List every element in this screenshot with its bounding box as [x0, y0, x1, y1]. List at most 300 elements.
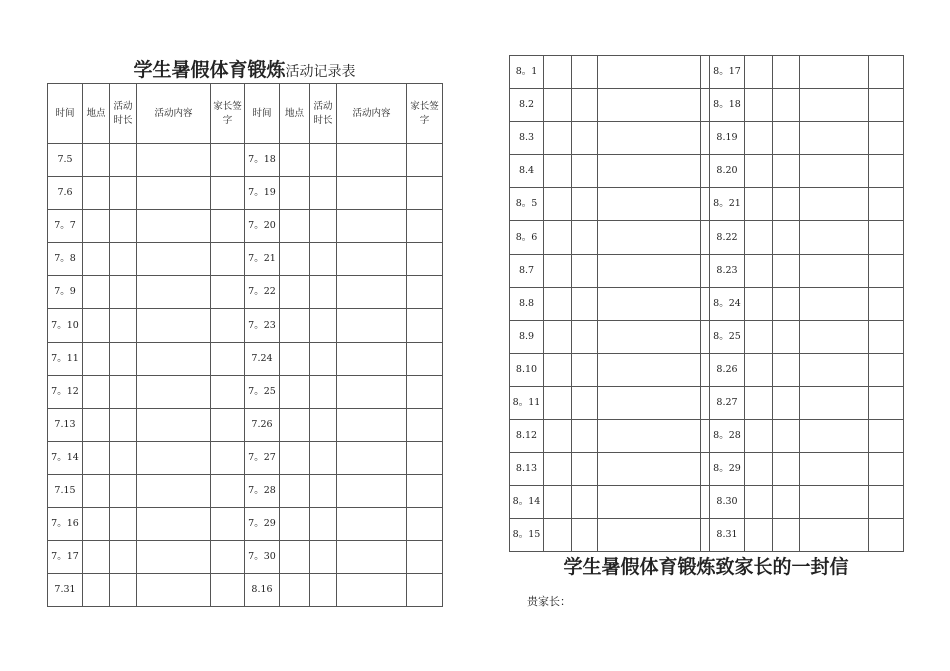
entry-cell[interactable]	[544, 320, 572, 353]
entry-cell[interactable]	[745, 188, 773, 221]
entry-cell[interactable]	[337, 541, 407, 574]
header-cell: 活动时长	[310, 84, 337, 144]
entry-cell[interactable]	[800, 420, 869, 453]
entry-cell[interactable]	[800, 519, 869, 552]
entry-cell[interactable]	[745, 56, 773, 89]
date-cell: 8.16	[245, 574, 280, 607]
entry-cell[interactable]	[572, 453, 598, 486]
table-row	[48, 474, 443, 507]
entry-cell[interactable]	[773, 221, 800, 254]
entry-cell[interactable]	[211, 474, 245, 507]
entry-cell[interactable]	[572, 155, 598, 188]
entry-cell[interactable]	[701, 89, 710, 122]
entry-cell[interactable]	[310, 342, 337, 375]
entry-cell[interactable]	[83, 441, 110, 474]
entry-cell[interactable]	[572, 353, 598, 386]
header-cell: 时间	[48, 84, 83, 144]
entry-cell[interactable]	[137, 243, 211, 276]
entry-cell[interactable]	[211, 408, 245, 441]
entry-cell[interactable]	[280, 541, 310, 574]
entry-cell[interactable]	[110, 574, 137, 607]
entry-cell[interactable]	[701, 453, 710, 486]
entry-cell[interactable]	[407, 375, 443, 408]
entry-cell[interactable]	[701, 221, 710, 254]
entry-cell[interactable]	[773, 453, 800, 486]
entry-cell[interactable]	[110, 508, 137, 541]
entry-cell[interactable]	[544, 155, 572, 188]
entry-cell[interactable]	[544, 188, 572, 221]
table-row	[48, 508, 443, 541]
date-cell: 7。16	[48, 508, 83, 541]
entry-cell[interactable]	[745, 122, 773, 155]
entry-cell[interactable]	[701, 122, 710, 155]
entry-cell[interactable]	[745, 155, 773, 188]
entry-cell[interactable]	[83, 243, 110, 276]
entry-cell[interactable]	[773, 254, 800, 287]
entry-cell[interactable]	[280, 243, 310, 276]
header-cell: 家长签字	[211, 84, 245, 144]
entry-cell[interactable]	[598, 519, 701, 552]
entry-cell[interactable]	[83, 508, 110, 541]
table-row	[510, 56, 904, 89]
date-cell: 7。10	[48, 309, 83, 342]
table-row	[48, 144, 443, 177]
date-cell: 8.10	[510, 353, 544, 386]
entry-cell[interactable]	[869, 420, 904, 453]
entry-cell[interactable]	[598, 353, 701, 386]
entry-cell[interactable]	[598, 320, 701, 353]
entry-cell[interactable]	[211, 342, 245, 375]
date-cell: 7。17	[48, 541, 83, 574]
entry-cell[interactable]	[337, 408, 407, 441]
entry-cell[interactable]	[800, 486, 869, 519]
date-cell: 8。18	[710, 89, 745, 122]
entry-cell[interactable]	[137, 541, 211, 574]
entry-cell[interactable]	[598, 453, 701, 486]
entry-cell[interactable]	[337, 574, 407, 607]
entry-cell[interactable]	[337, 144, 407, 177]
entry-cell[interactable]	[280, 309, 310, 342]
entry-cell[interactable]	[544, 519, 572, 552]
date-cell: 8。21	[710, 188, 745, 221]
entry-cell[interactable]	[869, 453, 904, 486]
entry-cell[interactable]	[137, 441, 211, 474]
date-cell: 7。19	[245, 177, 280, 210]
entry-cell[interactable]	[83, 342, 110, 375]
entry-cell[interactable]	[701, 519, 710, 552]
left-record-table	[47, 83, 443, 607]
entry-cell[interactable]	[745, 287, 773, 320]
entry-cell[interactable]	[337, 342, 407, 375]
entry-cell[interactable]	[280, 342, 310, 375]
entry-cell[interactable]	[310, 276, 337, 309]
date-cell: 8。5	[510, 188, 544, 221]
date-cell: 7。18	[245, 144, 280, 177]
entry-cell[interactable]	[800, 56, 869, 89]
date-cell: 8。25	[710, 320, 745, 353]
date-cell: 7.24	[245, 342, 280, 375]
entry-cell[interactable]	[800, 453, 869, 486]
entry-cell[interactable]	[745, 353, 773, 386]
entry-cell[interactable]	[598, 420, 701, 453]
entry-cell[interactable]	[110, 441, 137, 474]
entry-cell[interactable]	[337, 243, 407, 276]
entry-cell[interactable]	[110, 210, 137, 243]
entry-cell[interactable]	[544, 221, 572, 254]
entry-cell[interactable]	[572, 89, 598, 122]
date-cell: 7.15	[48, 474, 83, 507]
entry-cell[interactable]	[407, 441, 443, 474]
entry-cell[interactable]	[701, 188, 710, 221]
entry-cell[interactable]	[773, 122, 800, 155]
entry-cell[interactable]	[598, 155, 701, 188]
date-cell: 8.9	[510, 320, 544, 353]
entry-cell[interactable]	[701, 386, 710, 419]
table-row	[48, 541, 443, 574]
entry-cell[interactable]	[110, 474, 137, 507]
right-record-table	[509, 55, 904, 552]
date-cell: 8.7	[510, 254, 544, 287]
entry-cell[interactable]	[598, 188, 701, 221]
entry-cell[interactable]	[211, 574, 245, 607]
entry-cell[interactable]	[337, 276, 407, 309]
entry-cell[interactable]	[598, 486, 701, 519]
entry-cell[interactable]	[800, 188, 869, 221]
entry-cell[interactable]	[572, 56, 598, 89]
entry-cell[interactable]	[869, 56, 904, 89]
entry-cell[interactable]	[407, 541, 443, 574]
entry-cell[interactable]	[407, 342, 443, 375]
title-light-part: 活动记录表	[285, 64, 356, 80]
entry-cell[interactable]	[701, 486, 710, 519]
entry-cell[interactable]	[701, 353, 710, 386]
entry-cell[interactable]	[83, 408, 110, 441]
entry-cell[interactable]	[83, 375, 110, 408]
entry-cell[interactable]	[407, 508, 443, 541]
entry-cell[interactable]	[598, 122, 701, 155]
entry-cell[interactable]	[773, 188, 800, 221]
entry-cell[interactable]	[773, 386, 800, 419]
entry-cell[interactable]	[407, 309, 443, 342]
table-row	[510, 353, 904, 386]
entry-cell[interactable]	[800, 155, 869, 188]
date-cell: 8。29	[710, 453, 745, 486]
entry-cell[interactable]	[310, 309, 337, 342]
entry-cell[interactable]	[280, 441, 310, 474]
table-row	[510, 420, 904, 453]
entry-cell[interactable]	[337, 441, 407, 474]
entry-cell[interactable]	[211, 375, 245, 408]
entry-cell[interactable]	[310, 408, 337, 441]
date-cell: 7。29	[245, 508, 280, 541]
entry-cell[interactable]	[745, 486, 773, 519]
entry-cell[interactable]	[598, 56, 701, 89]
entry-cell[interactable]	[310, 210, 337, 243]
entry-cell[interactable]	[280, 474, 310, 507]
date-cell: 8.27	[710, 386, 745, 419]
entry-cell[interactable]	[83, 309, 110, 342]
entry-cell[interactable]	[110, 177, 137, 210]
entry-cell[interactable]	[110, 276, 137, 309]
entry-cell[interactable]	[598, 89, 701, 122]
header-cell: 活动时长	[110, 84, 137, 144]
entry-cell[interactable]	[407, 210, 443, 243]
entry-cell[interactable]	[745, 221, 773, 254]
entry-cell[interactable]	[407, 276, 443, 309]
entry-cell[interactable]	[773, 89, 800, 122]
date-cell: 8。1	[510, 56, 544, 89]
entry-cell[interactable]	[773, 155, 800, 188]
entry-cell[interactable]	[280, 408, 310, 441]
date-cell: 8.2	[510, 89, 544, 122]
entry-cell[interactable]	[773, 519, 800, 552]
entry-cell[interactable]	[869, 254, 904, 287]
entry-cell[interactable]	[310, 508, 337, 541]
entry-cell[interactable]	[544, 420, 572, 453]
date-cell: 7。14	[48, 441, 83, 474]
entry-cell[interactable]	[211, 243, 245, 276]
entry-cell[interactable]	[310, 144, 337, 177]
entry-cell[interactable]	[869, 89, 904, 122]
date-cell: 8。6	[510, 221, 544, 254]
date-cell: 7。8	[48, 243, 83, 276]
entry-cell[interactable]	[407, 474, 443, 507]
entry-cell[interactable]	[701, 320, 710, 353]
entry-cell[interactable]	[280, 508, 310, 541]
entry-cell[interactable]	[137, 309, 211, 342]
date-cell: 8.4	[510, 155, 544, 188]
date-cell: 7.26	[245, 408, 280, 441]
entry-cell[interactable]	[83, 210, 110, 243]
entry-cell[interactable]	[310, 177, 337, 210]
date-cell: 8.20	[710, 155, 745, 188]
entry-cell[interactable]	[572, 188, 598, 221]
date-cell: 8。24	[710, 287, 745, 320]
entry-cell[interactable]	[310, 574, 337, 607]
entry-cell[interactable]	[280, 574, 310, 607]
entry-cell[interactable]	[110, 144, 137, 177]
entry-cell[interactable]	[137, 408, 211, 441]
entry-cell[interactable]	[211, 276, 245, 309]
entry-cell[interactable]	[310, 375, 337, 408]
entry-cell[interactable]	[773, 56, 800, 89]
table-row	[48, 342, 443, 375]
entry-cell[interactable]	[701, 56, 710, 89]
entry-cell[interactable]	[773, 320, 800, 353]
entry-cell[interactable]	[137, 276, 211, 309]
entry-cell[interactable]	[869, 486, 904, 519]
entry-cell[interactable]	[407, 177, 443, 210]
letter-title: 学生暑假体育锻炼致家长的一封信	[563, 556, 849, 578]
entry-cell[interactable]	[745, 519, 773, 552]
entry-cell[interactable]	[110, 342, 137, 375]
entry-cell[interactable]	[800, 353, 869, 386]
table-row	[510, 221, 904, 254]
entry-cell[interactable]	[407, 574, 443, 607]
entry-cell[interactable]	[544, 122, 572, 155]
entry-cell[interactable]	[544, 386, 572, 419]
table-row	[510, 453, 904, 486]
table-row	[48, 441, 443, 474]
entry-cell[interactable]	[110, 243, 137, 276]
entry-cell[interactable]	[773, 486, 800, 519]
date-cell: 7.6	[48, 177, 83, 210]
entry-cell[interactable]	[869, 221, 904, 254]
entry-cell[interactable]	[137, 342, 211, 375]
entry-cell[interactable]	[407, 408, 443, 441]
entry-cell[interactable]	[572, 486, 598, 519]
entry-cell[interactable]	[745, 420, 773, 453]
entry-cell[interactable]	[598, 254, 701, 287]
date-cell: 7。21	[245, 243, 280, 276]
entry-cell[interactable]	[745, 453, 773, 486]
entry-cell[interactable]	[800, 254, 869, 287]
entry-cell[interactable]	[337, 508, 407, 541]
entry-cell[interactable]	[83, 541, 110, 574]
date-cell: 8.31	[710, 519, 745, 552]
entry-cell[interactable]	[572, 287, 598, 320]
date-cell: 8.30	[710, 486, 745, 519]
entry-cell[interactable]	[800, 122, 869, 155]
entry-cell[interactable]	[337, 474, 407, 507]
entry-cell[interactable]	[745, 89, 773, 122]
entry-cell[interactable]	[137, 508, 211, 541]
entry-cell[interactable]	[544, 486, 572, 519]
entry-cell[interactable]	[869, 122, 904, 155]
entry-cell[interactable]	[701, 287, 710, 320]
entry-cell[interactable]	[869, 188, 904, 221]
entry-cell[interactable]	[337, 309, 407, 342]
table-row	[510, 254, 904, 287]
entry-cell[interactable]	[83, 177, 110, 210]
entry-cell[interactable]	[701, 155, 710, 188]
date-cell: 7.5	[48, 144, 83, 177]
entry-cell[interactable]	[544, 89, 572, 122]
entry-cell[interactable]	[745, 386, 773, 419]
record-table-title	[47, 55, 442, 82]
entry-cell[interactable]	[137, 177, 211, 210]
date-cell: 7。25	[245, 375, 280, 408]
entry-cell[interactable]	[211, 508, 245, 541]
entry-cell[interactable]	[869, 155, 904, 188]
entry-cell[interactable]	[544, 353, 572, 386]
date-cell: 8。11	[510, 386, 544, 419]
entry-cell[interactable]	[280, 375, 310, 408]
entry-cell[interactable]	[310, 474, 337, 507]
entry-cell[interactable]	[280, 210, 310, 243]
entry-cell[interactable]	[598, 386, 701, 419]
entry-cell[interactable]	[572, 386, 598, 419]
table-row	[510, 486, 904, 519]
entry-cell[interactable]	[83, 574, 110, 607]
table-row	[510, 386, 904, 419]
table-row	[48, 276, 443, 309]
entry-cell[interactable]	[310, 441, 337, 474]
entry-cell[interactable]	[280, 177, 310, 210]
table-row	[510, 122, 904, 155]
entry-cell[interactable]	[337, 177, 407, 210]
entry-cell[interactable]	[544, 56, 572, 89]
entry-cell[interactable]	[337, 210, 407, 243]
entry-cell[interactable]	[137, 144, 211, 177]
entry-cell[interactable]	[280, 144, 310, 177]
entry-cell[interactable]	[310, 541, 337, 574]
entry-cell[interactable]	[572, 221, 598, 254]
entry-cell[interactable]	[110, 408, 137, 441]
entry-cell[interactable]	[869, 320, 904, 353]
entry-cell[interactable]	[869, 386, 904, 419]
entry-cell[interactable]	[110, 309, 137, 342]
entry-cell[interactable]	[407, 243, 443, 276]
entry-cell[interactable]	[211, 309, 245, 342]
entry-cell[interactable]	[110, 541, 137, 574]
entry-cell[interactable]	[800, 89, 869, 122]
entry-cell[interactable]	[800, 386, 869, 419]
entry-cell[interactable]	[701, 254, 710, 287]
entry-cell[interactable]	[745, 320, 773, 353]
entry-cell[interactable]	[701, 420, 710, 453]
entry-cell[interactable]	[110, 375, 137, 408]
table-row	[48, 210, 443, 243]
entry-cell[interactable]	[773, 353, 800, 386]
entry-cell[interactable]	[544, 287, 572, 320]
date-cell: 7。27	[245, 441, 280, 474]
date-cell: 7.13	[48, 408, 83, 441]
entry-cell[interactable]	[800, 221, 869, 254]
entry-cell[interactable]	[211, 441, 245, 474]
entry-cell[interactable]	[773, 420, 800, 453]
entry-cell[interactable]	[572, 122, 598, 155]
entry-cell[interactable]	[544, 453, 572, 486]
entry-cell[interactable]	[544, 254, 572, 287]
entry-cell[interactable]	[800, 287, 869, 320]
entry-cell[interactable]	[869, 287, 904, 320]
entry-cell[interactable]	[83, 474, 110, 507]
entry-cell[interactable]	[211, 177, 245, 210]
entry-cell[interactable]	[745, 254, 773, 287]
entry-cell[interactable]	[211, 210, 245, 243]
date-cell: 7。28	[245, 474, 280, 507]
entry-cell[interactable]	[137, 474, 211, 507]
entry-cell[interactable]	[407, 144, 443, 177]
date-cell: 8。17	[710, 56, 745, 89]
entry-cell[interactable]	[773, 287, 800, 320]
entry-cell[interactable]	[83, 276, 110, 309]
entry-cell[interactable]	[137, 210, 211, 243]
header-row	[48, 84, 443, 144]
entry-cell[interactable]	[598, 287, 701, 320]
date-cell: 8.8	[510, 287, 544, 320]
header-cell: 家长签字	[407, 84, 443, 144]
entry-cell[interactable]	[572, 519, 598, 552]
entry-cell[interactable]	[598, 221, 701, 254]
entry-cell[interactable]	[800, 320, 869, 353]
date-cell: 8.23	[710, 254, 745, 287]
entry-cell[interactable]	[211, 541, 245, 574]
entry-cell[interactable]	[310, 243, 337, 276]
entry-cell[interactable]	[280, 276, 310, 309]
entry-cell[interactable]	[337, 375, 407, 408]
entry-cell[interactable]	[137, 574, 211, 607]
entry-cell[interactable]	[83, 144, 110, 177]
entry-cell[interactable]	[869, 353, 904, 386]
entry-cell[interactable]	[869, 519, 904, 552]
entry-cell[interactable]	[572, 420, 598, 453]
entry-cell[interactable]	[572, 254, 598, 287]
entry-cell[interactable]	[211, 144, 245, 177]
entry-cell[interactable]	[137, 375, 211, 408]
entry-cell[interactable]	[572, 320, 598, 353]
